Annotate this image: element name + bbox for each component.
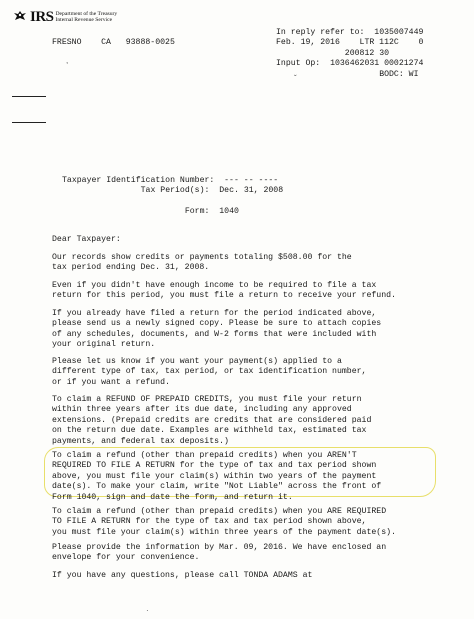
- reply-label: In reply refer to:: [276, 28, 365, 37]
- stray-mark: ·: [146, 606, 149, 615]
- sender-city: FRESNO: [52, 38, 82, 47]
- paragraph-apply-payment: Please let us know if you want your payment(s) applied to a different type of tax, tax period, or tax identification number, or if you want a refund.: [52, 357, 367, 387]
- letter-code: LTR 112C: [359, 38, 399, 48]
- redaction-mark: ˇ: [294, 74, 297, 83]
- paragraph-must-file: Even if you didn't have enough income to be required to file a tax return for this period, you must file a return to receive your refund.: [52, 281, 396, 301]
- sender-state: CA: [101, 38, 111, 47]
- paragraph-not-required: To claim a refund (other than prepaid credits) when you AREN'T REQUIRED TO FILE A RETURN for the type of tax and tax period shown above, you must file your claim(s) within two years of the payment date(s). To make your claim, write "Not Liable" across the front of Form 1040, sign and date the form, and return it.: [52, 451, 382, 502]
- input-op-value: 1036462031 00021274: [330, 59, 424, 69]
- sender-zip: 93888-0025: [125, 38, 175, 47]
- paragraph-questions: If you have any questions, please call TONDA ADAMS at: [52, 571, 313, 580]
- address-rule-1: [12, 96, 46, 97]
- tin-value: --- -- ----: [224, 176, 279, 185]
- paragraph-prepaid-credits: To claim a REFUND OF PREPAID CREDITS, you must file your return within three years after its due date, including any approved extensions. (Prepaid credits are credits that are considered paid on the return due date. Examples are withheld tax, estimated tax payments, and federal tax deposits.): [52, 395, 372, 446]
- paragraph-provide-info: Please provide the information by Mar. 09, 2016. We have enclosed an envelope for your convenience.: [52, 543, 387, 563]
- period-label: Tax Period(s):: [140, 186, 210, 196]
- tax-info-block: [62, 176, 283, 218]
- period-value: Dec. 31, 2008: [219, 186, 284, 196]
- reply-number: 1035007449: [374, 28, 424, 37]
- ref-line: 200812 30: [344, 48, 390, 58]
- salutation: Dear Taxpayer:: [52, 235, 121, 244]
- letter-date: Feb. 19, 2016: [276, 38, 340, 48]
- input-op-label: Input Op:: [276, 59, 321, 69]
- paragraph-credits-total: Our records show credits or payments totaling $508.00 for the tax period ending Dec. 31, 2008.: [52, 253, 352, 273]
- bodc: BODC: WI: [379, 69, 419, 79]
- form-label: Form:: [184, 207, 210, 217]
- letter-suffix: 0: [418, 38, 424, 48]
- eagle-icon: [12, 9, 28, 25]
- paragraph-already-filed: If you already have filed a return for the period indicated above, please send us a newly signed copy. Please be sure to attach copies of any schedules, documents, and W-2 forms that were included with your original return.: [52, 309, 382, 350]
- address-rule-2: [12, 122, 46, 123]
- dept-name: Department of the Treasury Internal Revenue Service: [55, 10, 118, 23]
- tin-label: Taxpayer Identification Number:: [62, 176, 215, 185]
- form-value: 1040: [219, 207, 239, 217]
- paragraph-required: To claim a refund (other than prepaid credits) when you ARE REQUIRED TO FILE A RETURN for the type of tax and tax period shown above, you must file your claim(s) within three years of the payment date(s).: [52, 507, 396, 537]
- redaction-mark: ,: [66, 56, 69, 65]
- sender-address: [52, 38, 175, 48]
- reference-block: [276, 28, 423, 80]
- irs-logo-text: IRS: [30, 8, 54, 25]
- irs-logo: [12, 8, 117, 26]
